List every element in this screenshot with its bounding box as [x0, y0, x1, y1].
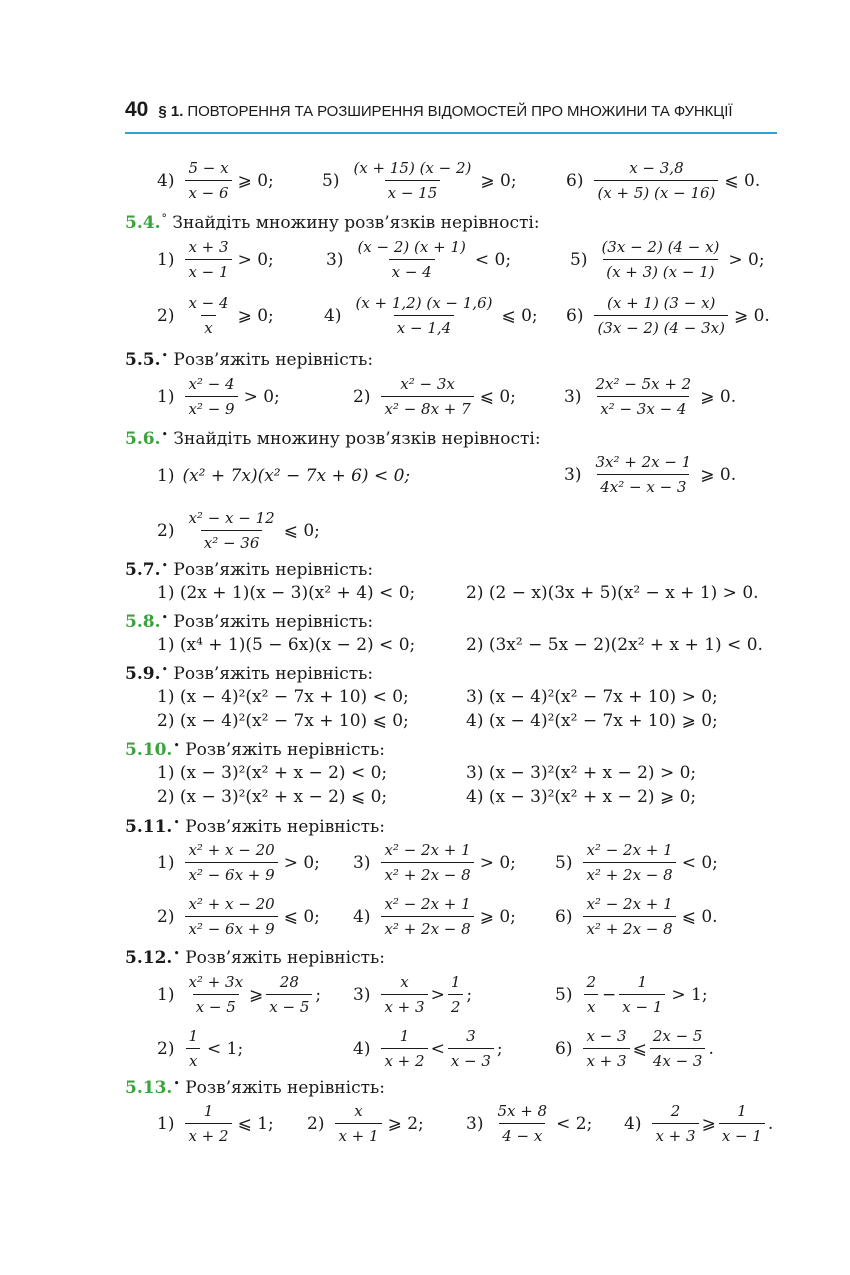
exercise-item	[353, 894, 516, 939]
numerator: x² − 2x + 1	[384, 841, 471, 859]
exercise-heading	[125, 611, 373, 632]
exercise-item	[157, 466, 410, 486]
fraction	[352, 293, 495, 338]
denominator: x² − 6x + 9	[185, 862, 277, 885]
exercise-item: 2) (3x² − 5x − 2)(2x² + x + 1) < 0.	[466, 635, 763, 655]
denominator: 4 − x	[499, 1123, 545, 1146]
item-label: 2)	[157, 906, 175, 927]
exercise-item: 1) (2x + 1)(x − 3)(x² + 4) < 0;	[157, 583, 416, 603]
fraction	[381, 1026, 427, 1071]
exercise-text: Розв’яжіть нерівність:	[185, 740, 385, 760]
operator: ⩽	[632, 1038, 647, 1059]
operator: −	[602, 984, 617, 1005]
numerator: (3x − 2) (4 − x)	[601, 238, 720, 256]
exercise-item	[555, 894, 718, 939]
fraction	[592, 452, 694, 497]
item-tail: ⩾ 0;	[480, 170, 517, 191]
denominator: x² + 2x − 8	[583, 916, 675, 939]
exercise-heading	[125, 428, 541, 449]
denominator: 4x² − x − 3	[597, 474, 689, 497]
exercise-number: 5.8.	[125, 612, 161, 632]
fraction	[719, 1101, 765, 1146]
exercise-item	[570, 237, 765, 282]
item-tail: < 2;	[556, 1113, 593, 1134]
denominator: 4x − 3	[650, 1048, 706, 1071]
item-label: 6)	[566, 305, 584, 326]
item-label: 2)	[157, 520, 175, 541]
exercise-item	[564, 374, 736, 419]
numerator: x − 4	[188, 294, 229, 312]
exercise-item	[466, 1101, 592, 1146]
denominator: x − 3	[448, 1048, 494, 1071]
exercise-item: 2) (x − 4)²(x² − 7x + 10) ⩽ 0;	[157, 711, 409, 731]
item-tail: > 0;	[237, 249, 274, 270]
item-label: 4)	[157, 170, 175, 191]
item-tail: ;	[496, 1038, 503, 1059]
item-tail: ⩾ 0.	[700, 464, 737, 485]
difficulty-mark: °	[161, 212, 167, 225]
item-label: 6)	[555, 906, 573, 927]
difficulty-mark: •	[161, 428, 168, 441]
item-tail: < 0;	[474, 249, 512, 270]
numerator: x² − 2x + 1	[586, 841, 673, 859]
numerator: x² + x − 20	[188, 895, 275, 913]
item-label: 5)	[555, 984, 573, 1005]
exercise-heading	[125, 816, 385, 837]
exercise-item	[353, 840, 516, 885]
exercise-heading	[125, 947, 385, 968]
exercise-number: 5.13.	[125, 1078, 173, 1098]
denominator: x − 1,4	[394, 315, 454, 338]
denominator: x − 1	[619, 994, 665, 1017]
item-label: 6)	[555, 1038, 573, 1059]
difficulty-mark: •	[173, 816, 180, 829]
item-tail: ⩽ 0.	[724, 170, 761, 191]
fraction	[448, 972, 464, 1017]
denominator: x	[584, 994, 598, 1017]
numerator: x² − 4	[188, 375, 235, 393]
exercise-item	[353, 1026, 503, 1071]
item-label: 3)	[353, 852, 371, 873]
exercise-item	[157, 374, 280, 419]
numerator: 1	[637, 973, 648, 991]
difficulty-mark: •	[173, 1077, 180, 1090]
denominator: x − 1	[719, 1123, 765, 1146]
fraction	[583, 972, 599, 1017]
difficulty-mark: •	[161, 663, 168, 676]
exercise-item	[157, 237, 274, 282]
exercise-item: 4) (x − 4)²(x² − 7x + 10) ⩾ 0;	[466, 711, 718, 731]
fraction	[619, 972, 665, 1017]
operator: ⩾	[701, 1113, 716, 1134]
fraction	[354, 237, 468, 282]
denominator: x − 1	[185, 259, 231, 282]
fraction	[494, 1101, 550, 1146]
numerator: 1	[399, 1027, 410, 1045]
exercise-text: Розв’яжіть нерівність:	[185, 1078, 385, 1098]
fraction	[583, 894, 675, 939]
page-number: 40	[125, 98, 149, 121]
denominator: x − 6	[185, 180, 231, 203]
exercise-item: 1) (x − 3)²(x² + x − 2) < 0;	[157, 763, 388, 783]
fraction	[185, 293, 231, 338]
item-tail: ⩽ 0.	[681, 906, 718, 927]
numerator: (x + 1,2) (x − 1,6)	[355, 294, 493, 312]
exercise-number: 5.9.	[125, 664, 161, 684]
exercise-number: 5.6.	[125, 429, 161, 449]
exercise-item	[307, 1101, 424, 1146]
denominator: x² − 36	[201, 530, 263, 553]
denominator: x² − 8x + 7	[381, 396, 473, 419]
item-tail: ⩽ 0;	[501, 305, 538, 326]
exercise-number: 5.10.	[125, 740, 173, 760]
exercise-item: 2) (x − 3)²(x² + x − 2) ⩽ 0;	[157, 787, 388, 807]
denominator: x − 5	[266, 994, 312, 1017]
denominator: x² − 9	[185, 396, 237, 419]
item-label: 5)	[570, 249, 588, 270]
exercise-text: Розв’яжіть нерівність:	[173, 560, 374, 580]
item-label: 1)	[157, 852, 175, 873]
denominator: (x + 3) (x − 1)	[603, 259, 717, 282]
exercise-item	[157, 158, 274, 203]
denominator: x² + 2x − 8	[381, 862, 473, 885]
exercise-item: 3) (x − 4)²(x² − 7x + 10) > 0;	[466, 687, 718, 707]
fraction	[381, 894, 473, 939]
item-tail: ⩾ 0.	[700, 386, 737, 407]
denominator: x² − 3x − 4	[597, 396, 689, 419]
numerator: 3x² + 2x − 1	[595, 453, 692, 471]
exercise-number: 5.5.	[125, 350, 161, 370]
fraction	[381, 840, 473, 885]
item-label: 1)	[157, 466, 175, 486]
item-tail: > 0;	[479, 852, 516, 873]
fraction	[598, 237, 722, 282]
item-label: 6)	[566, 170, 584, 191]
exercise-number: 5.12.	[125, 948, 173, 968]
exercise-heading	[125, 739, 385, 760]
exercise-item	[564, 452, 736, 497]
item-tail: ⩾ 0;	[479, 906, 516, 927]
exercise-number: 5.4.	[125, 213, 161, 233]
exercise-item: 2) (2 − x)(3x + 5)(x² − x + 1) > 0.	[466, 583, 759, 603]
item-label: 3)	[564, 464, 582, 485]
item-tail: ⩽ 0;	[479, 386, 516, 407]
exercise-item	[566, 293, 770, 338]
denominator: x + 2	[381, 1048, 427, 1071]
item-tail: ⩽ 0;	[283, 906, 320, 927]
exercise-item	[326, 237, 511, 282]
fraction	[335, 1101, 381, 1146]
numerator: 1	[737, 1102, 747, 1120]
item-label: 3)	[564, 386, 582, 407]
fraction	[448, 1026, 494, 1071]
item-label: 2)	[353, 386, 371, 407]
numerator: 3	[466, 1027, 476, 1045]
exercise-text: Розв’яжіть нерівність:	[185, 948, 385, 968]
difficulty-mark: •	[161, 559, 168, 572]
fraction	[381, 374, 473, 419]
numerator: 2x² − 5x + 2	[595, 375, 692, 393]
item-label: 3)	[466, 1113, 484, 1134]
difficulty-mark: •	[161, 611, 168, 624]
numerator: (x + 15) (x − 2)	[353, 159, 472, 177]
fraction	[185, 374, 237, 419]
item-tail: .	[767, 1113, 774, 1134]
item-label: 1)	[157, 984, 175, 1005]
numerator: x² − x − 12	[188, 509, 275, 527]
item-label: 3)	[326, 249, 344, 270]
fraction	[350, 158, 474, 203]
exercise-item	[157, 1101, 274, 1146]
exercise-item	[322, 158, 517, 203]
item-tail: < 1;	[207, 1038, 244, 1059]
numerator: x	[400, 973, 409, 991]
numerator: 2	[586, 973, 596, 991]
exercise-text: Знайдіть множину розв’язків нерівності:	[172, 213, 540, 233]
fraction	[185, 1101, 231, 1146]
item-tail: ⩾ 0;	[237, 170, 274, 191]
denominator: x + 3	[652, 1123, 698, 1146]
operator: ⩾	[249, 984, 264, 1005]
denominator: x	[186, 1048, 200, 1071]
numerator: 1	[203, 1102, 214, 1120]
item-label: 4)	[324, 305, 342, 326]
exercise-item	[157, 894, 320, 939]
item-tail: ⩾ 0;	[237, 305, 274, 326]
numerator: (x + 1) (3 − x)	[606, 294, 716, 312]
numerator: 1	[188, 1027, 198, 1045]
fraction	[594, 293, 727, 338]
fraction	[583, 1026, 629, 1071]
exercise-text: Розв’яжіть нерівність:	[185, 817, 385, 837]
denominator: (3x − 2) (4 − 3x)	[594, 315, 727, 338]
item-expression: (x² + 7x)(x² − 7x + 6) < 0;	[182, 466, 411, 486]
fraction	[185, 972, 246, 1017]
fraction	[266, 972, 312, 1017]
exercise-heading	[125, 1077, 385, 1098]
difficulty-mark: •	[173, 947, 180, 960]
item-tail: ;	[466, 984, 473, 1005]
exercise-heading	[125, 559, 373, 580]
numerator: 5x + 8	[497, 1102, 548, 1120]
exercise-item	[157, 293, 274, 338]
denominator: x − 5	[193, 994, 239, 1017]
denominator: x	[201, 315, 215, 338]
item-tail: > 0;	[728, 249, 765, 270]
exercise-heading	[125, 663, 373, 684]
denominator: 2	[448, 994, 464, 1017]
exercise-item	[555, 840, 718, 885]
fraction	[381, 972, 427, 1017]
denominator: x − 15	[385, 180, 441, 203]
denominator: x² − 6x + 9	[185, 916, 277, 939]
fraction	[592, 374, 694, 419]
item-label: 5)	[555, 852, 573, 873]
denominator: (x + 5) (x − 16)	[594, 180, 718, 203]
denominator: x² + 2x − 8	[381, 916, 473, 939]
fraction	[185, 840, 277, 885]
item-tail: ⩽ 1;	[237, 1113, 274, 1134]
exercise-item	[324, 293, 538, 338]
numerator: x² − 3x	[400, 375, 455, 393]
difficulty-mark: •	[173, 739, 180, 752]
fraction	[583, 840, 675, 885]
numerator: x² − 2x + 1	[586, 895, 673, 913]
numerator: x² + x − 20	[188, 841, 275, 859]
item-tail: < 0;	[681, 852, 718, 873]
operator: >	[430, 984, 445, 1005]
item-tail: ⩽ 0;	[283, 520, 320, 541]
operator: <	[430, 1038, 445, 1059]
fraction	[185, 158, 231, 203]
item-label: 2)	[157, 1038, 175, 1059]
exercise-item	[353, 972, 472, 1017]
item-label: 2)	[157, 305, 175, 326]
exercise-item	[157, 840, 320, 885]
item-label: 4)	[353, 906, 371, 927]
numerator: x² − 2x + 1	[384, 895, 471, 913]
exercise-item: 1) (x⁴ + 1)(5 − 6x)(x − 2) < 0;	[157, 635, 416, 655]
numerator: x	[354, 1102, 363, 1120]
numerator: x + 3	[188, 238, 229, 256]
exercise-item: 4) (x − 3)²(x² + x − 2) ⩾ 0;	[466, 787, 697, 807]
exercise-text: Розв’яжіть нерівність:	[173, 612, 374, 632]
numerator: 2x − 5	[652, 1027, 703, 1045]
exercise-item: 3) (x − 3)²(x² + x − 2) > 0;	[466, 763, 697, 783]
section-title: ПОВТОРЕННЯ ТА РОЗШИРЕННЯ ВІДОМОСТЕЙ ПРО МНОЖИНИ ТА ФУНКЦІЇ	[187, 103, 733, 120]
item-label: 1)	[157, 249, 175, 270]
exercise-item	[555, 1026, 714, 1071]
item-label: 2)	[307, 1113, 325, 1134]
denominator: x² + 2x − 8	[583, 862, 675, 885]
numerator: 5 − x	[188, 159, 229, 177]
exercise-text: Знайдіть множину розв’язків нерівності:	[173, 429, 541, 449]
item-tail: > 0;	[243, 386, 280, 407]
item-label: 4)	[624, 1113, 642, 1134]
exercise-number: 5.11.	[125, 817, 173, 837]
exercise-item	[555, 972, 708, 1017]
fraction	[185, 508, 277, 553]
numerator: 1	[450, 973, 461, 991]
fraction	[185, 237, 231, 282]
fraction	[650, 1026, 706, 1071]
numerator: x² + 3x	[188, 973, 244, 991]
item-tail: ⩾ 0.	[733, 305, 770, 326]
section-sign: § 1.	[158, 103, 184, 120]
exercise-heading	[125, 349, 373, 370]
difficulty-mark: •	[161, 349, 168, 362]
denominator: x + 1	[335, 1123, 381, 1146]
item-tail: ⩾ 2;	[387, 1113, 424, 1134]
item-label: 5)	[322, 170, 340, 191]
exercise-item	[157, 972, 321, 1017]
exercise-item	[566, 158, 760, 203]
exercise-heading	[125, 212, 540, 233]
item-tail: ;	[315, 984, 322, 1005]
exercise-item: 1) (x − 4)²(x² − 7x + 10) < 0;	[157, 687, 409, 707]
item-label: 3)	[353, 984, 371, 1005]
exercise-text: Розв’яжіть нерівність:	[173, 664, 374, 684]
numerator: 28	[279, 973, 299, 991]
item-label: 4)	[353, 1038, 371, 1059]
item-label: 1)	[157, 386, 175, 407]
item-tail: > 1;	[671, 984, 708, 1005]
exercise-item	[157, 1026, 243, 1071]
numerator: x − 3,8	[629, 159, 684, 177]
fraction	[185, 1026, 201, 1071]
fraction	[185, 894, 277, 939]
exercise-item	[157, 508, 320, 553]
exercise-item	[624, 1101, 773, 1146]
item-tail: .	[708, 1038, 714, 1059]
denominator: x + 3	[583, 1048, 629, 1071]
item-tail: > 0;	[283, 852, 320, 873]
denominator: x − 4	[389, 259, 435, 282]
fraction	[594, 158, 718, 203]
fraction	[652, 1101, 698, 1146]
item-label: 1)	[157, 1113, 175, 1134]
exercise-number: 5.7.	[125, 560, 161, 580]
numerator: x − 3	[586, 1027, 627, 1045]
denominator: x + 3	[381, 994, 427, 1017]
numerator: (x − 2) (x + 1)	[357, 238, 466, 256]
denominator: x + 2	[185, 1123, 231, 1146]
exercise-text: Розв’яжіть нерівність:	[173, 350, 374, 370]
exercise-item	[353, 374, 516, 419]
numerator: 2	[670, 1102, 681, 1120]
